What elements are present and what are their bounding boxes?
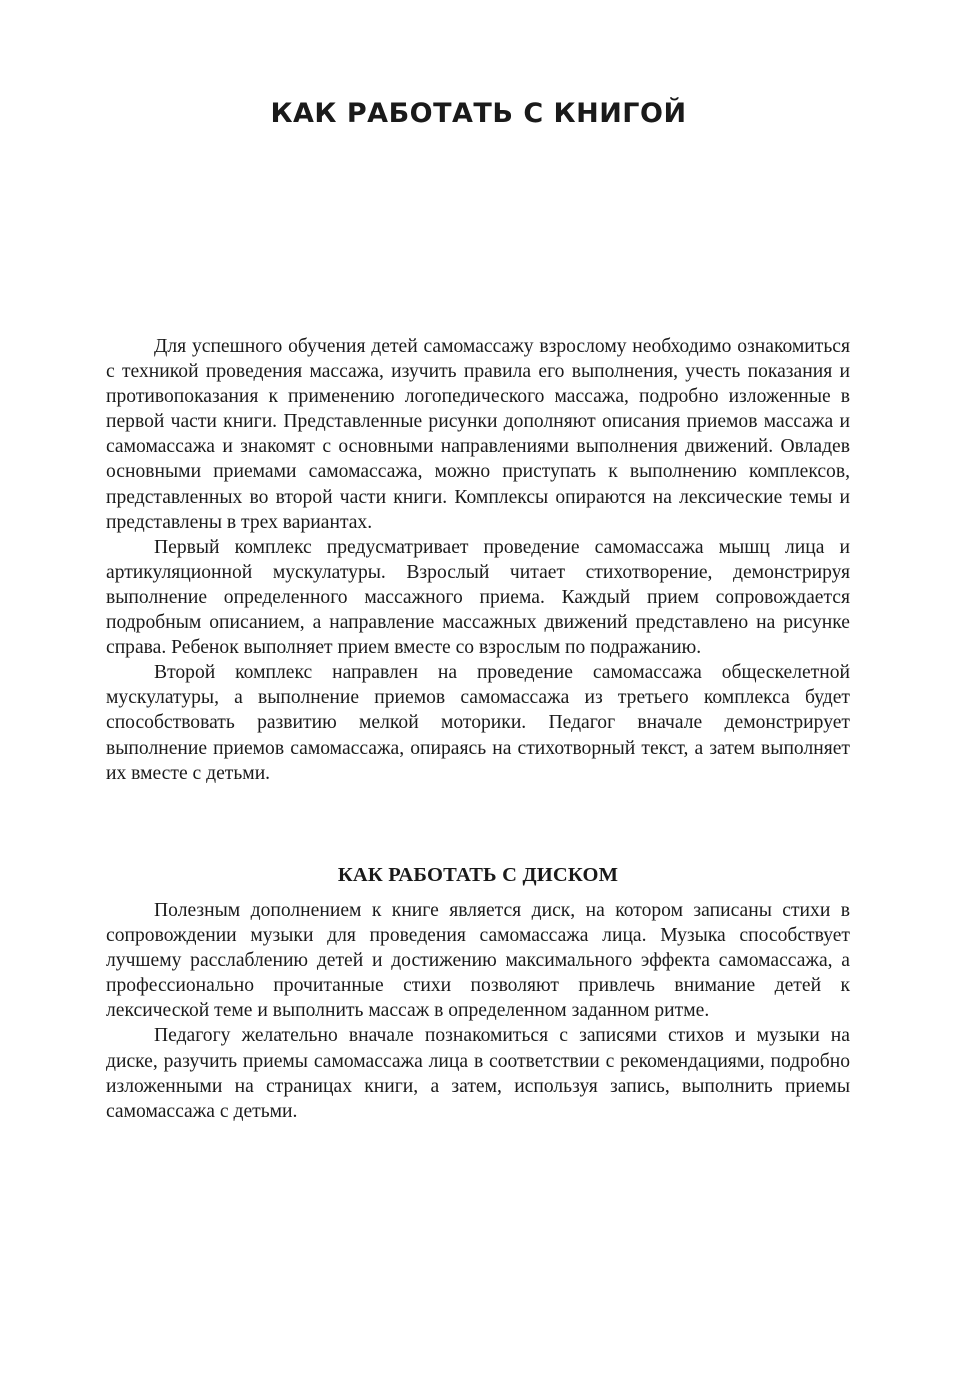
book-paragraph-1: Для успешного обучения детей самомассажу взрослому необходимо ознакомиться с техникой проведения массажа, изучить правила его выполнения, учесть показания и противопоказания к применению логопедического массажа, подробно изложенные в первой части книги. Представленные рисунки дополняют описания приемов массажа и самомассажа и знакомят с основными направлениями выполнения движений. Овладев основными приемами самомассажа, можно приступать к выполнению комплексов, представленных во второй части книги. Комплексы опираются на лексические темы и представлены в трех вариантах. (106, 336, 850, 533)
book-section (106, 334, 850, 786)
book-paragraph-2: Первый комплекс предусматривает проведение самомассажа мышц лица и артикуляционной мускулатуры. Взрослый читает стихотворение, демонстрируя выполнение определенного массажного приема. Каждый прием сопровождается подробным описанием, а направление массажных движений представлено на рисунке справа. Ребенок выполняет прием вместе со взрослым по подражанию. (106, 536, 850, 659)
disc-paragraph-2: Педагогу желательно вначале познакомиться с записями стихов и музыки на диске, разучить приемы самомассажа лица в соответствии с рекомендациями, подробно изложенными на страницах книги, а затем, используя запись, выполнить приемы самомассажа с детьми. (106, 1025, 850, 1122)
disc-section (106, 862, 850, 1124)
disc-paragraph-1: Полезным дополнением к книге является диск, на котором записаны стихи в сопровождении музыки для проведения самомассажа лица. Музыка способствует лучшему расслаблению детей и достижению максимального эффекта самомассажа, а профессионально прочитанные стихи позволяют привлечь внимание детей к лексической теме и выполнить массаж в определенном заданном ритме. (106, 900, 850, 1022)
disc-section-title: КАК РАБОТАТЬ С ДИСКОМ (337, 864, 619, 886)
book-paragraph-3: Второй комплекс направлен на проведение самомассажа общескелетной мускулатуры, а выполнение приемов самомассажа из третьего комплекса будет способствовать развитию мелкой моторики. Педагог вначале демонстрирует выполнение приемов самомассажа, опираясь на стихотворный текст, а затем выполняет их вместе с детьми. (106, 662, 850, 784)
page-title: КАК РАБОТАТЬ С КНИГОЙ (270, 98, 687, 129)
